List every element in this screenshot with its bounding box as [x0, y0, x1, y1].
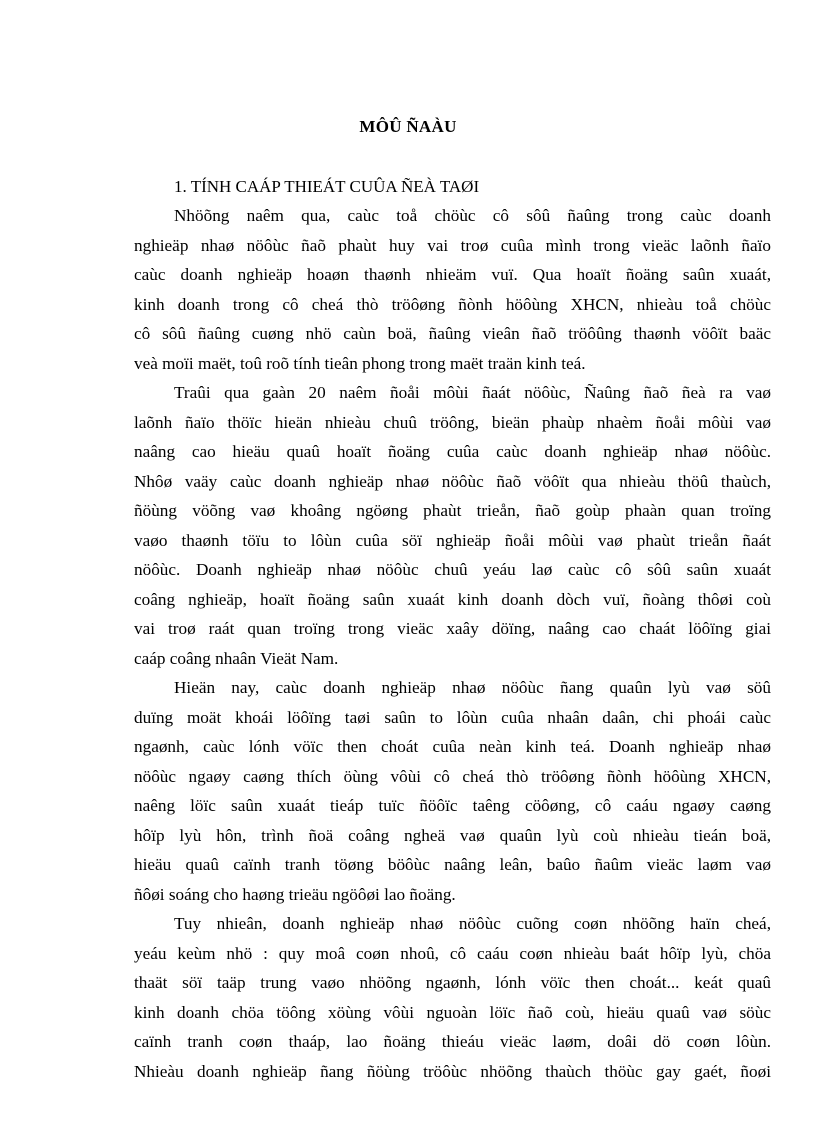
paragraph-4-line: yeáu keùm nhö : quy moâ coøn nhoû, cô caáu coøn nhieàu baát hôïp lyù, chöa: [134, 943, 771, 963]
paragraph-3-line: naêng löïc saûn xuaát tieáp tuïc ñöôïc taêng cöôøng, cô caáu ngaøy caøng: [134, 796, 771, 815]
page-title: MÔÛ ÑAÀU: [359, 117, 457, 136]
paragraph-4-line: Nhieàu doanh nghieäp ñang ñöùng tröôùc nhöõng thaùch thöùc gay gaét, ñoøi: [134, 1061, 771, 1081]
paragraph-2-line: vai troø raát quan troïng trong vieäc xaây döïng, naâng cao chaát löôïng giai: [134, 619, 771, 638]
paragraph-2-line: naâng cao hieäu quaû hoaït ñoäng cuûa caùc doanh nghieäp nhaø nöôùc.: [134, 442, 771, 461]
paragraph-2-line: vaøo thaønh töïu to lôùn cuûa söï nghieäp ñoåi môùi vaø phaùt trieån ñaát: [134, 530, 771, 550]
paragraph-3-line: nöôùc ngaøy caøng thích öùng vôùi cô cheá thò tröôøng ñònh höôùng XHCN,: [134, 766, 771, 786]
paragraph-3-line: duïng moät khoái löôïng taøi saûn to lôùn cuûa nhaân daân, chi phoái caùc: [134, 707, 771, 727]
section-heading: 1. TÍNH CAÁP THIEÁT CUÛA ÑEÀ TAØI: [174, 177, 480, 196]
paragraph-1-line: veà moïi maët, toû roõ tính tieân phong trong maët traän kinh teá.: [134, 353, 586, 373]
paragraph-1-line: caùc doanh nghieäp hoaøn thaønh nhieäm vuï. Qua hoaït ñoäng saûn xuaát,: [134, 265, 771, 284]
paragraph-1-line: nghieäp nhaø nöôùc ñaõ phaùt huy vai troø cuûa mình trong vieäc laõnh ñaïo: [134, 235, 771, 255]
paragraph-2-line: Traûi qua gaàn 20 naêm ñoåi môùi ñaát nöôùc, Ñaûng ñaõ ñeà ra vaø: [174, 383, 771, 402]
paragraph-3-line: hôïp lyù hôn, trình ñoä coâng ngheä vaø quaûn lyù coù nhieàu tieán boä,: [134, 825, 771, 845]
paragraph-4-line: kinh doanh chöa töông xöùng vôùi nguoàn löïc ñaõ coù, hieäu quaû vaø söùc: [134, 1002, 771, 1022]
paragraph-2-line: nöôùc. Doanh nghieäp nhaø nöôùc chuû yeáu laø caùc cô sôû saûn xuaát: [134, 560, 771, 579]
paragraph-3-line: ngaønh, caùc lónh vöïc then choát cuûa neàn kinh teá. Doanh nghieäp nhaø: [134, 737, 771, 756]
paragraph-3-line: hieäu quaû caïnh tranh töøng böôùc naâng leân, baûo ñaûm vieäc laøm vaø: [134, 855, 771, 874]
paragraph-2-line: caáp coâng nhaân Vieät Nam.: [134, 648, 339, 668]
paragraph-4-line: thaät söï taäp trung vaøo nhöõng ngaønh, lónh vöïc then choát... keát quaû: [134, 973, 771, 992]
paragraph-4-line: caïnh tranh coøn thaáp, lao ñoäng thieáu vieäc laøm, doâi dö coøn lôùn.: [134, 1032, 771, 1051]
paragraph-3-line: ñôøi soáng cho haøng trieäu ngöôøi lao ñoäng.: [134, 884, 456, 904]
paragraph-3-line: Hieän nay, caùc doanh nghieäp nhaø nöôùc ñang quaûn lyù vaø söû: [174, 678, 771, 697]
paragraph-1-line: cô sôû ñaûng cuøng nhö caùn boä, ñaûng vieân ñaõ tröôûng thaønh vöôït baäc: [134, 324, 771, 343]
paragraph-1-line: kinh doanh trong cô cheá thò tröôøng ñònh höôùng XHCN, nhieàu toå chöùc: [134, 294, 771, 314]
paragraph-2-line: ñöùng vöõng vaø khoâng ngöøng phaùt trieån, ñaõ goùp phaàn quan troïng: [134, 501, 771, 520]
paragraph-4-line: Tuy nhieân, doanh nghieäp nhaø nöôùc cuõng coøn nhöõng haïn cheá,: [174, 914, 771, 933]
paragraph-1-line: Nhöõng naêm qua, caùc toå chöùc cô sôû ñaûng trong caùc doanh: [174, 206, 771, 225]
paragraph-2-line: laõnh ñaïo thöïc hieän nhieàu chuû tröông, bieän phaùp nhaèm ñoåi môùi vaø: [134, 412, 771, 432]
paragraph-2-line: coâng nghieäp, hoaït ñoäng saûn xuaát kinh doanh dòch vuï, ñoàng thôøi coù: [134, 589, 771, 609]
paragraph-2-line: Nhôø vaäy caùc doanh nghieäp nhaø nöôùc ñaõ vöôït qua nhieàu thöû thaùch,: [134, 471, 771, 491]
